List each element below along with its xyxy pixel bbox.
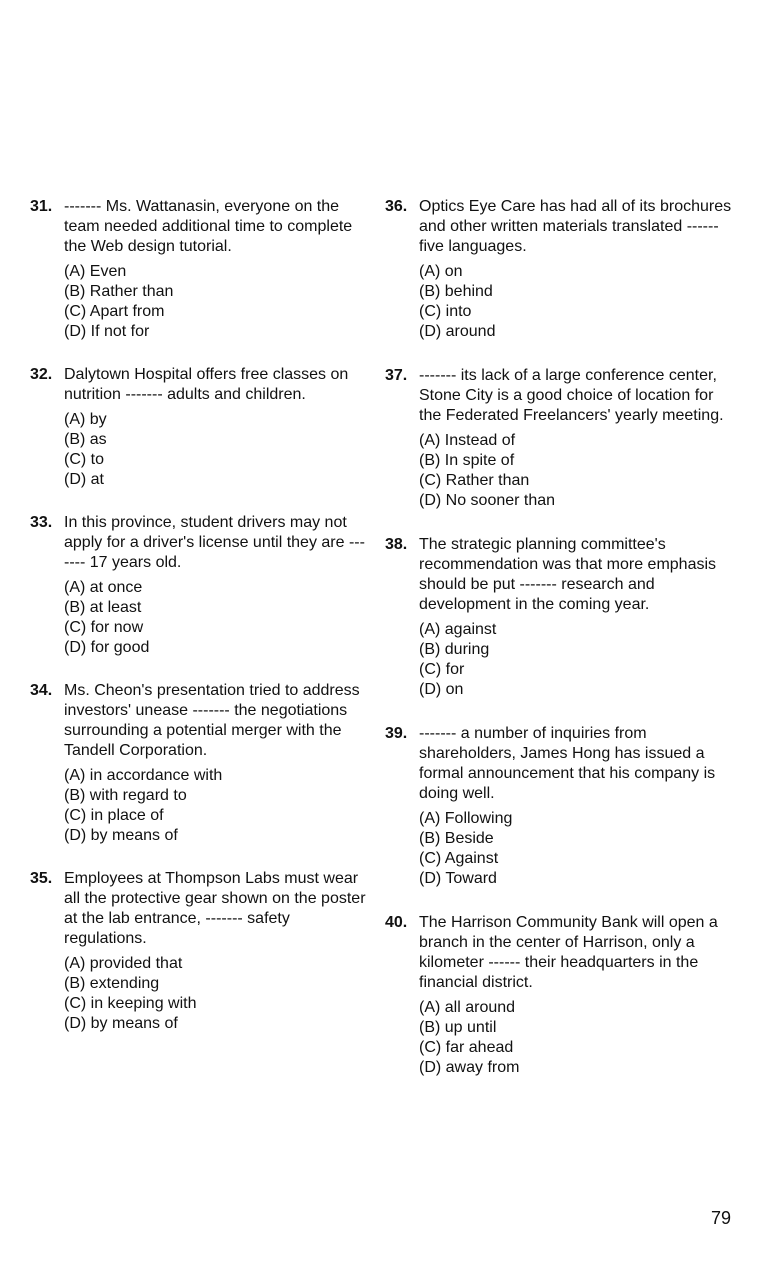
question-stem: ------- a number of inquiries from shareholders, James Hong has issued a formal announcement that his company is doing well.: [419, 725, 716, 802]
question-number: 33.: [30, 514, 53, 531]
option-a: (A) in accordance with: [64, 767, 223, 784]
option-c: (C) Apart from: [64, 303, 165, 320]
right-column: [385, 197, 735, 1078]
question-36: [385, 197, 735, 342]
option-a: (A) Instead of: [419, 432, 516, 449]
answer-options: [419, 809, 735, 889]
answer-options: [419, 620, 735, 700]
question-39: [385, 724, 735, 889]
option-b: (B) extending: [64, 975, 160, 992]
question-35: [30, 869, 370, 1034]
option-b: (B) up until: [419, 1019, 497, 1036]
option-d: (D) away from: [419, 1059, 520, 1076]
question-number: 36.: [385, 198, 408, 215]
question-number: 31.: [30, 198, 53, 215]
answer-options: [419, 262, 735, 342]
option-b: (B) during: [419, 641, 490, 658]
question-37: [385, 366, 735, 511]
option-c: (C) far ahead: [419, 1039, 514, 1056]
option-d: (D) If not for: [64, 323, 150, 340]
question-32: [30, 365, 370, 490]
question-stem: Optics Eye Care has had all of its brochures and other written materials translated ------ five languages.: [419, 198, 732, 255]
question-38: [385, 535, 735, 700]
option-b: (B) Rather than: [64, 283, 174, 300]
option-c: (C) into: [419, 303, 472, 320]
answer-options: [419, 998, 735, 1078]
answer-options: [64, 766, 370, 846]
option-b: (B) at least: [64, 599, 142, 616]
option-d: (D) at: [64, 471, 104, 488]
option-c: (C) Rather than: [419, 472, 530, 489]
answer-options: [419, 431, 735, 511]
option-a: (A) Following: [419, 810, 513, 827]
question-stem: ------- Ms. Wattanasin, everyone on the team needed additional time to complete the Web design tutorial.: [64, 198, 353, 255]
option-d: (D) Toward: [419, 870, 497, 887]
answer-options: [64, 410, 370, 490]
answer-options: [64, 262, 370, 342]
option-b: (B) as: [64, 431, 107, 448]
left-column: [30, 197, 370, 1034]
question-34: [30, 681, 370, 846]
answer-options: [64, 578, 370, 658]
option-a: (A) against: [419, 621, 497, 638]
question-stem: Dalytown Hospital offers free classes on nutrition ------- adults and children.: [64, 366, 349, 403]
question-number: 39.: [385, 725, 408, 742]
option-c: (C) Against: [419, 850, 499, 867]
option-c: (C) in place of: [64, 807, 164, 824]
option-b: (B) behind: [419, 283, 493, 300]
option-a: (A) Even: [64, 263, 127, 280]
question-stem: Ms. Cheon's presentation tried to address investors' unease ------- the negotiations surrounding a potential merger with the Tandell Corporation.: [64, 682, 360, 759]
question-stem: The Harrison Community Bank will open a branch in the center of Harrison, only a kilometer ------ their headquarters in the financial district.: [419, 914, 718, 991]
option-a: (A) by: [64, 411, 107, 428]
question-stem: ------- its lack of a large conference center, Stone City is a good choice of location for the Federated Freelancers' yearly meeting.: [419, 367, 724, 424]
option-b: (B) In spite of: [419, 452, 515, 469]
option-d: (D) by means of: [64, 1015, 178, 1032]
option-b: (B) with regard to: [64, 787, 187, 804]
question-stem: Employees at Thompson Labs must wear all the protective gear shown on the poster at the lab entrance, ------- safety regulations.: [64, 870, 366, 947]
option-d: (D) for good: [64, 639, 150, 656]
option-d: (D) by means of: [64, 827, 178, 844]
question-number: 38.: [385, 536, 408, 553]
question-31: [30, 197, 370, 342]
option-b: (B) Beside: [419, 830, 494, 847]
option-c: (C) for now: [64, 619, 144, 636]
option-a: (A) at once: [64, 579, 143, 596]
question-33: [30, 513, 370, 658]
page-number: 79: [711, 1208, 732, 1228]
option-d: (D) No sooner than: [419, 492, 556, 509]
question-number: 37.: [385, 367, 408, 384]
question-number: 35.: [30, 870, 53, 887]
question-stem: The strategic planning committee's recommendation was that more emphasis should be put ------- research and development in the coming year.: [419, 536, 717, 613]
question-number: 32.: [30, 366, 53, 383]
option-c: (C) for: [419, 661, 465, 678]
question-40: [385, 913, 735, 1078]
question-number: 34.: [30, 682, 53, 699]
option-d: (D) on: [419, 681, 464, 698]
option-a: (A) all around: [419, 999, 516, 1016]
question-stem: In this province, student drivers may not apply for a driver's license until they are ------- 17 years old.: [64, 514, 365, 571]
question-number: 40.: [385, 914, 408, 931]
option-a: (A) on: [419, 263, 463, 280]
option-c: (C) to: [64, 451, 104, 468]
option-d: (D) around: [419, 323, 496, 340]
option-c: (C) in keeping with: [64, 995, 197, 1012]
option-a: (A) provided that: [64, 955, 183, 972]
answer-options: [64, 954, 370, 1034]
